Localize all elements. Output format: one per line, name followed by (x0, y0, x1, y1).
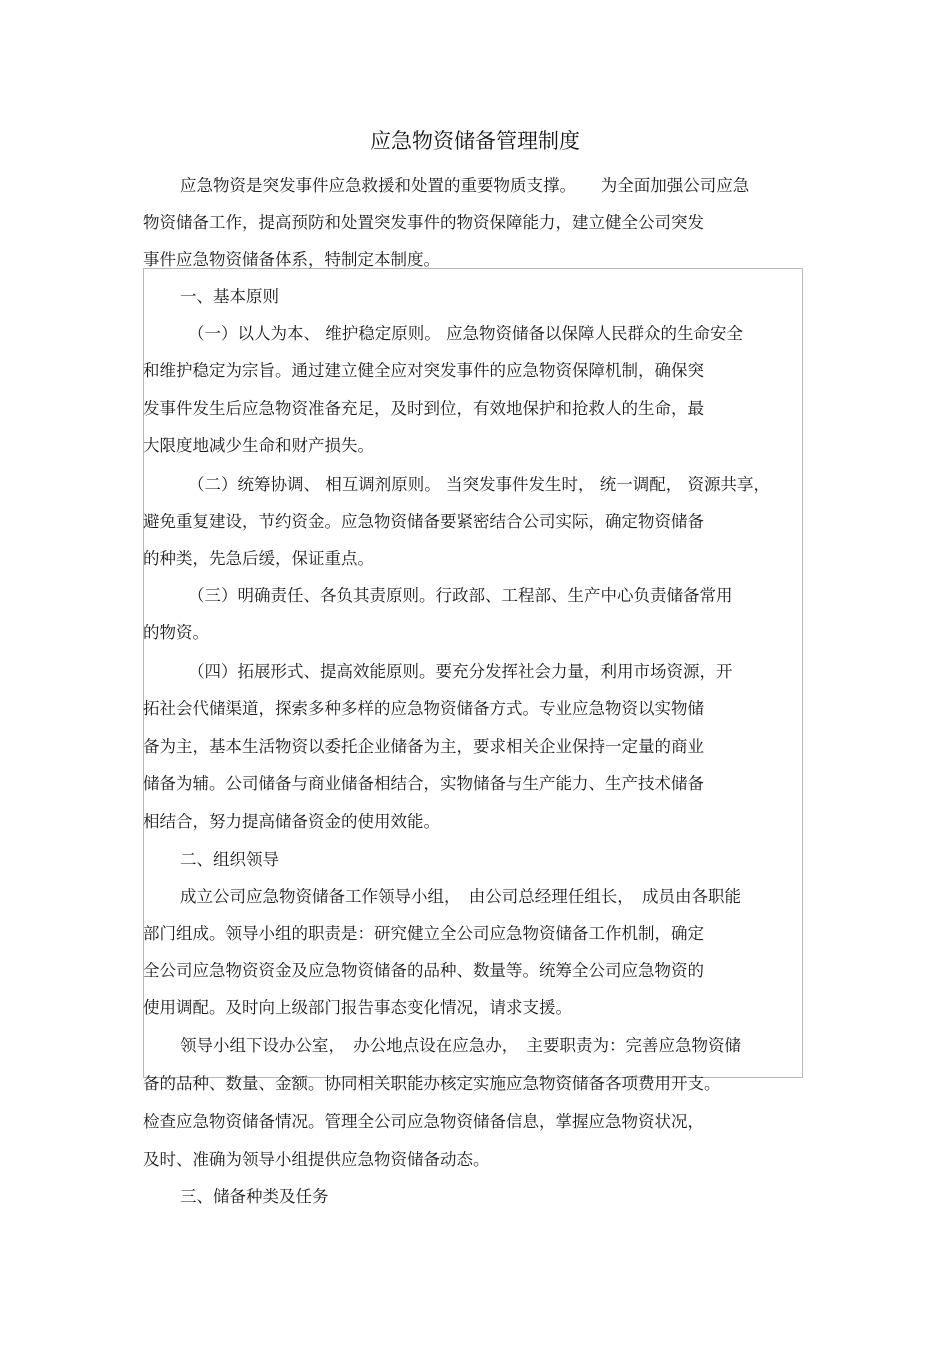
section-heading-2: 二、组织领导 (180, 850, 279, 869)
paragraph-line: 储备为辅。公司储备与商业储备相结合，实物储备与生产能力、生产技术储备 (143, 774, 704, 793)
paragraph-line: 使用调配。及时向上级部门报告事态变化情况，请求支援。 (143, 998, 572, 1017)
document-title: 应急物资储备管理制度 (370, 129, 580, 153)
paragraph-line: 检查应急物资储备情况。管理全公司应急物资储备信息，掌握应急物资状况， (143, 1112, 704, 1131)
paragraph-line: 备为主，基本生活物资以委托企业储备为主，要求相关企业保持一定量的商业 (143, 737, 704, 756)
paragraph-line: 的物资。 (143, 623, 209, 642)
paragraph-line: 领导小组下设办公室， 办公地点设在应急办， 主要职责为：完善应急物资储 (180, 1036, 741, 1055)
intro-line-3: 事件应急物资储备体系，特制定本制度。 (143, 250, 440, 269)
section-heading-3: 三、储备种类及任务 (180, 1187, 329, 1206)
paragraph-line: 及时、准确为领导小组提供应急物资储备动态。 (143, 1150, 490, 1169)
section-heading-1: 一、基本原则 (180, 287, 279, 306)
paragraph-line: 大限度地减少生命和财产损失。 (143, 436, 374, 455)
paragraph-line: （三）明确责任、各负其责原则。行政部、工程部、生产中心负责储备常用 (188, 586, 733, 605)
paragraph-line: 全公司应急物资资金及应急物资储备的品种、数量等。统筹全公司应急物资的 (143, 961, 704, 980)
paragraph-line: 和维护稳定为宗旨。通过建立健全应对突发事件的应急物资保障机制，确保突 (143, 361, 704, 380)
paragraph-line: 备的品种、数量、金额。协同相关职能办核定实施应急物资储备各项费用开支。 (143, 1074, 721, 1093)
paragraph-line: 部门组成。领导小组的职责是：研究健立全公司应急物资储备工作机制，确定 (143, 924, 704, 943)
paragraph-line: （二）统筹协调、 相互调剂原则。 当突发事件发生时， 统一调配， 资源共享， (188, 475, 770, 494)
paragraph-line: （四）拓展形式、提高效能原则。要充分发挥社会力量，利用市场资源，开 (188, 662, 733, 681)
paragraph-line: 发事件发生后应急物资准备充足，及时到位，有效地保护和抢救人的生命，最 (143, 399, 704, 418)
paragraph-line: 避免重复建设，节约资金。应急物资储备要紧密结合公司实际，确定物资储备 (143, 512, 704, 531)
intro-line-2: 物资储备工作，提高预防和处置突发事件的物资保障能力，建立健全公司突发 (143, 213, 704, 232)
paragraph-line: 相结合，努力提高储备资金的使用效能。 (143, 812, 440, 831)
paragraph-line: 的种类，先急后缓，保证重点。 (143, 549, 374, 568)
paragraph-line: （一）以人为本、 维护稳定原则。 应急物资储备以保障人民群众的生命安全 (188, 324, 743, 343)
paragraph-line: 拓社会代储渠道，探索多种多样的应急物资储备方式。专业应急物资以实物储 (143, 699, 704, 718)
paragraph-line: 成立公司应急物资储备工作领导小组， 由公司总经理任组长， 成员由各职能 (180, 887, 741, 906)
intro-line-1: 应急物资是突发事件应急救援和处置的重要物质支撑。 为全面加强公司应急 (180, 176, 750, 195)
